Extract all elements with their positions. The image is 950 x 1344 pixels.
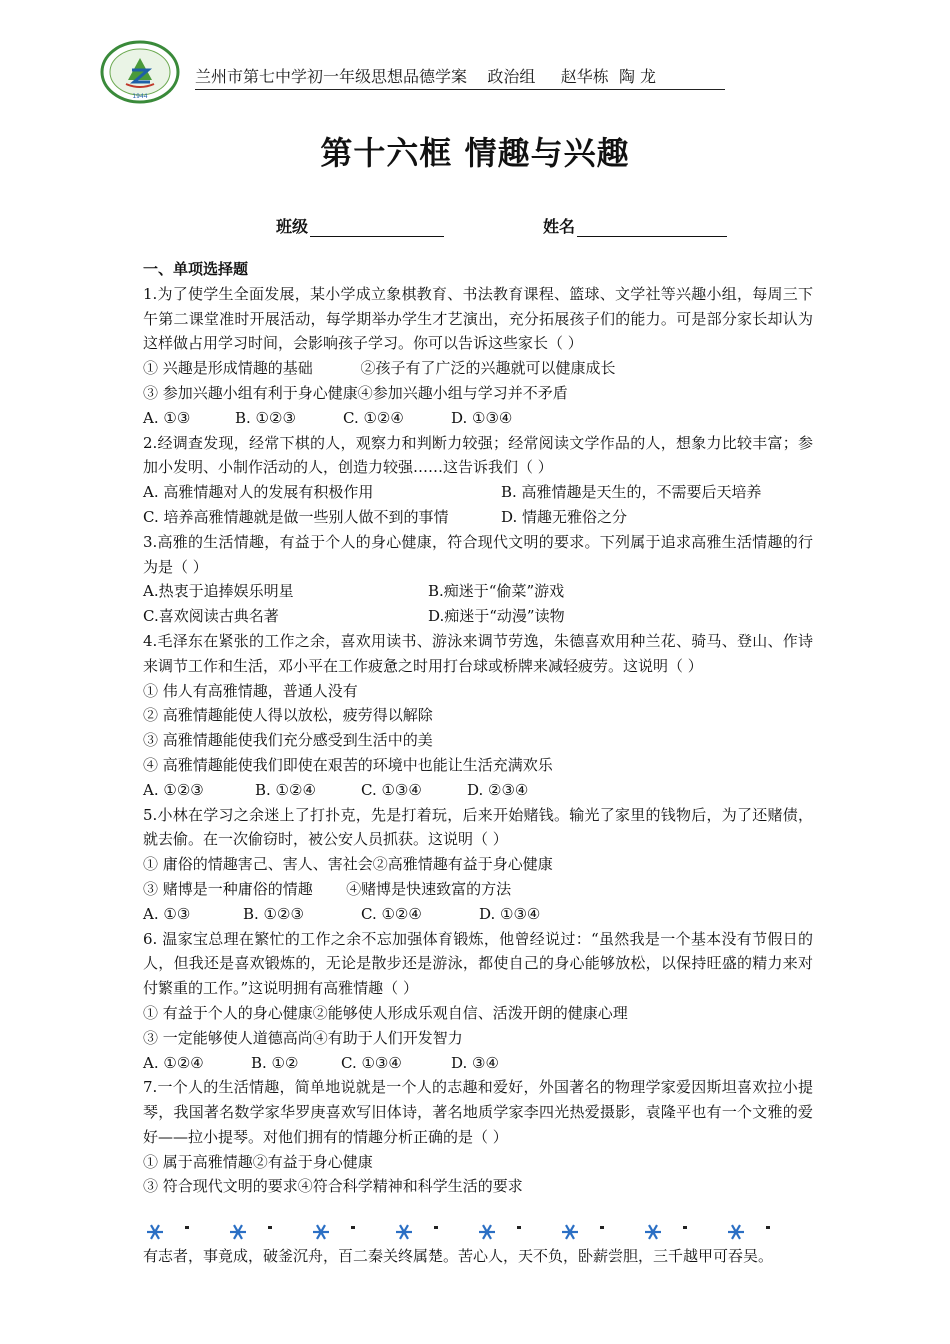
divider-dot bbox=[268, 1226, 272, 1229]
option-a[interactable]: A. ①②③ bbox=[143, 780, 204, 799]
class-field[interactable] bbox=[276, 214, 444, 237]
snowflake-icons bbox=[147, 1225, 770, 1239]
footer-motto: 有志者，事竟成，破釜沉舟，百二秦关终属楚。苦心人，天不负，卧薪尝胆，三千越甲可吞吴。 bbox=[143, 1247, 774, 1265]
statement: ④ 高雅情趣能使我们即使在艰苦的环境中也能让生活充满欢乐 bbox=[143, 755, 553, 774]
statement: ① 庸俗的情趣害己、害人、害社会②高雅情趣有益于身心健康 bbox=[143, 855, 553, 874]
option-d[interactable]: D. 情趣无雅俗之分 bbox=[501, 507, 628, 526]
divider-dot bbox=[434, 1226, 438, 1229]
section-heading: 一、单项选择题 bbox=[143, 260, 249, 278]
header-text: 兰州市第七中学初一年级思想品德学案 政治组 赵华栋 陶 龙 bbox=[195, 64, 725, 90]
option-c[interactable]: C. ①②④ bbox=[343, 408, 404, 427]
option-b[interactable]: B. ①②③ bbox=[235, 408, 296, 427]
option-a[interactable]: A. 高雅情趣对人的发展有积极作用 bbox=[143, 483, 374, 502]
snowflake-icon bbox=[562, 1225, 578, 1239]
statement: ② 高雅情趣能使人得以放松，疲劳得以解除 bbox=[143, 706, 433, 725]
statement: ① 兴趣是形成情趣的基础 ②孩子有了广泛的兴趣就可以健康成长 bbox=[143, 359, 616, 378]
options-row bbox=[143, 406, 813, 431]
option-d[interactable]: D. ②③④ bbox=[467, 780, 529, 799]
snowflake-icon bbox=[147, 1225, 163, 1239]
question-stem: 2.经调查发现，经常下棋的人，观察力和判断力较强；经常阅读文学作品的人，想象力比较丰富；参加小发明、小制作活动的人，创造力较强……这告诉我们（ ） bbox=[143, 433, 813, 477]
question-stem: 7.一个人的生活情趣，简单地说就是一个人的志趣和爱好，外国著名的物理学家爱因斯坦喜欢拉小提琴，我国著名数学家华罗庚喜欢写旧体诗，著名地质学家李四光热爱摄影，袁隆平也有一个文雅的爱好——拉小提琴。对他们拥有的情趣分析正确的是（ ） bbox=[143, 1078, 813, 1146]
option-d[interactable]: D.痴迷于“动漫”读物 bbox=[428, 607, 565, 626]
school-logo bbox=[100, 40, 180, 104]
option-a[interactable]: A.热衷于追捧娱乐明星 bbox=[143, 582, 294, 601]
option-b[interactable]: B. ①② bbox=[251, 1053, 299, 1072]
option-d[interactable]: D. ①③④ bbox=[451, 408, 513, 427]
name-blank[interactable] bbox=[577, 218, 727, 237]
statement: ① 属于高雅情趣②有益于身心健康 bbox=[143, 1152, 373, 1171]
snowflake-icon bbox=[230, 1225, 246, 1239]
options-row bbox=[143, 480, 813, 505]
class-label: 班级 bbox=[276, 217, 309, 236]
statement: ③ 高雅情趣能使我们充分感受到生活中的美 bbox=[143, 731, 433, 750]
statement: ③ 参加兴趣小组有利于身心健康④参加兴趣小组与学习并不矛盾 bbox=[143, 383, 568, 402]
snowflake-icon bbox=[728, 1225, 744, 1239]
question-list bbox=[143, 257, 813, 1199]
snowflake-icon bbox=[313, 1225, 329, 1239]
statement: ③ 符合现代文明的要求④符合科学精神和科学生活的要求 bbox=[143, 1177, 523, 1196]
divider-dot bbox=[600, 1226, 604, 1229]
question-stem: 1.为了使学生全面发展，某小学成立象棋教育、书法教育课程、篮球、文学社等兴趣小组，每周三下午第二课堂准时开展活动，每学期举办学生才艺演出，充分拓展孩子们的能力。可是部分家长却认为这样做占用学习时间，会影响孩子学习。你可以告诉这些家长（ ） bbox=[143, 284, 813, 353]
option-b[interactable]: B. ①②④ bbox=[255, 780, 316, 799]
divider-dot bbox=[766, 1226, 770, 1229]
option-c[interactable]: C. ①③④ bbox=[361, 780, 422, 799]
option-d[interactable]: D. ③④ bbox=[451, 1053, 499, 1072]
options-row bbox=[143, 1051, 813, 1076]
divider-dot bbox=[351, 1226, 355, 1229]
snowflake-icon bbox=[645, 1225, 661, 1239]
question-stem: 5.小林在学习之余迷上了打扑克，先是打着玩，后来开始赌钱。输光了家里的钱物后，为了还赌债，就去偷。在一次偷窃时，被公安人员抓获。这说明（ ） bbox=[143, 805, 813, 849]
option-a[interactable]: A. ①③ bbox=[143, 408, 191, 427]
question-stem: 6. 温家宝总理在繁忙的工作之余不忘加强体育锻炼，他曾经说过：“虽然我是一个基本没有节假日的人，但我还是喜欢锻炼的，无论是散步还是游泳，都使自己的身心能够放松，以保持旺盛的精力来对付繁重的工作。”这说明拥有高雅情趣（ ） bbox=[143, 929, 813, 998]
name-label: 姓名 bbox=[543, 217, 576, 236]
options-row bbox=[143, 505, 813, 530]
options-row bbox=[143, 579, 813, 604]
option-a[interactable]: A. ①③ bbox=[143, 904, 191, 923]
snowflake-divider bbox=[143, 1222, 813, 1242]
class-blank[interactable] bbox=[310, 218, 444, 237]
name-field[interactable] bbox=[543, 214, 727, 237]
option-c[interactable]: C. ①②④ bbox=[361, 904, 422, 923]
question-stem: 3.高雅的生活情趣，有益于个人的身心健康，符合现代文明的要求。下列属于追求高雅生活情趣的行为是（ ） bbox=[143, 532, 813, 576]
option-a[interactable]: A. ①②④ bbox=[143, 1053, 204, 1072]
divider-dot bbox=[683, 1226, 687, 1229]
options-row bbox=[143, 604, 813, 629]
divider-dot bbox=[185, 1226, 189, 1229]
divider-dot bbox=[517, 1226, 521, 1229]
snowflake-icon bbox=[396, 1225, 412, 1239]
option-b[interactable]: B. ①②③ bbox=[243, 904, 304, 923]
statement: ③ 赌博是一种庸俗的情趣 ④赌博是快速致富的方法 bbox=[143, 879, 512, 898]
statement: ③ 一定能够使人道德高尚④有助于人们开发智力 bbox=[143, 1028, 463, 1047]
option-c[interactable]: C. ①③④ bbox=[341, 1053, 402, 1072]
page-title: 第十六框 情趣与兴趣 bbox=[320, 134, 630, 172]
question-stem: 4.毛泽东在紧张的工作之余，喜欢用读书、游泳来调节劳逸，朱德喜欢用种兰花、骑马、登山、作诗来调节工作和生活，邓小平在工作疲惫之时用打台球或桥牌来减轻疲劳。这说明（ ） bbox=[143, 631, 813, 675]
options-row bbox=[143, 902, 813, 927]
option-c[interactable]: C.喜欢阅读古典名著 bbox=[143, 607, 279, 626]
snowflake-icon bbox=[479, 1225, 495, 1239]
option-b[interactable]: B. 高雅情趣是天生的，不需要后天培养 bbox=[501, 483, 762, 502]
logo-year: 1944 bbox=[132, 93, 148, 100]
option-c[interactable]: C. 培养高雅情趣就是做一些别人做不到的事情 bbox=[143, 507, 449, 526]
options-row bbox=[143, 778, 813, 803]
option-b[interactable]: B.痴迷于“偷菜”游戏 bbox=[428, 582, 565, 601]
statement: ① 有益于个人的身心健康②能够使人形成乐观自信、活泼开朗的健康心理 bbox=[143, 1003, 628, 1022]
statement: ① 伟人有高雅情趣，普通人没有 bbox=[143, 681, 358, 700]
option-d[interactable]: D. ①③④ bbox=[479, 904, 541, 923]
